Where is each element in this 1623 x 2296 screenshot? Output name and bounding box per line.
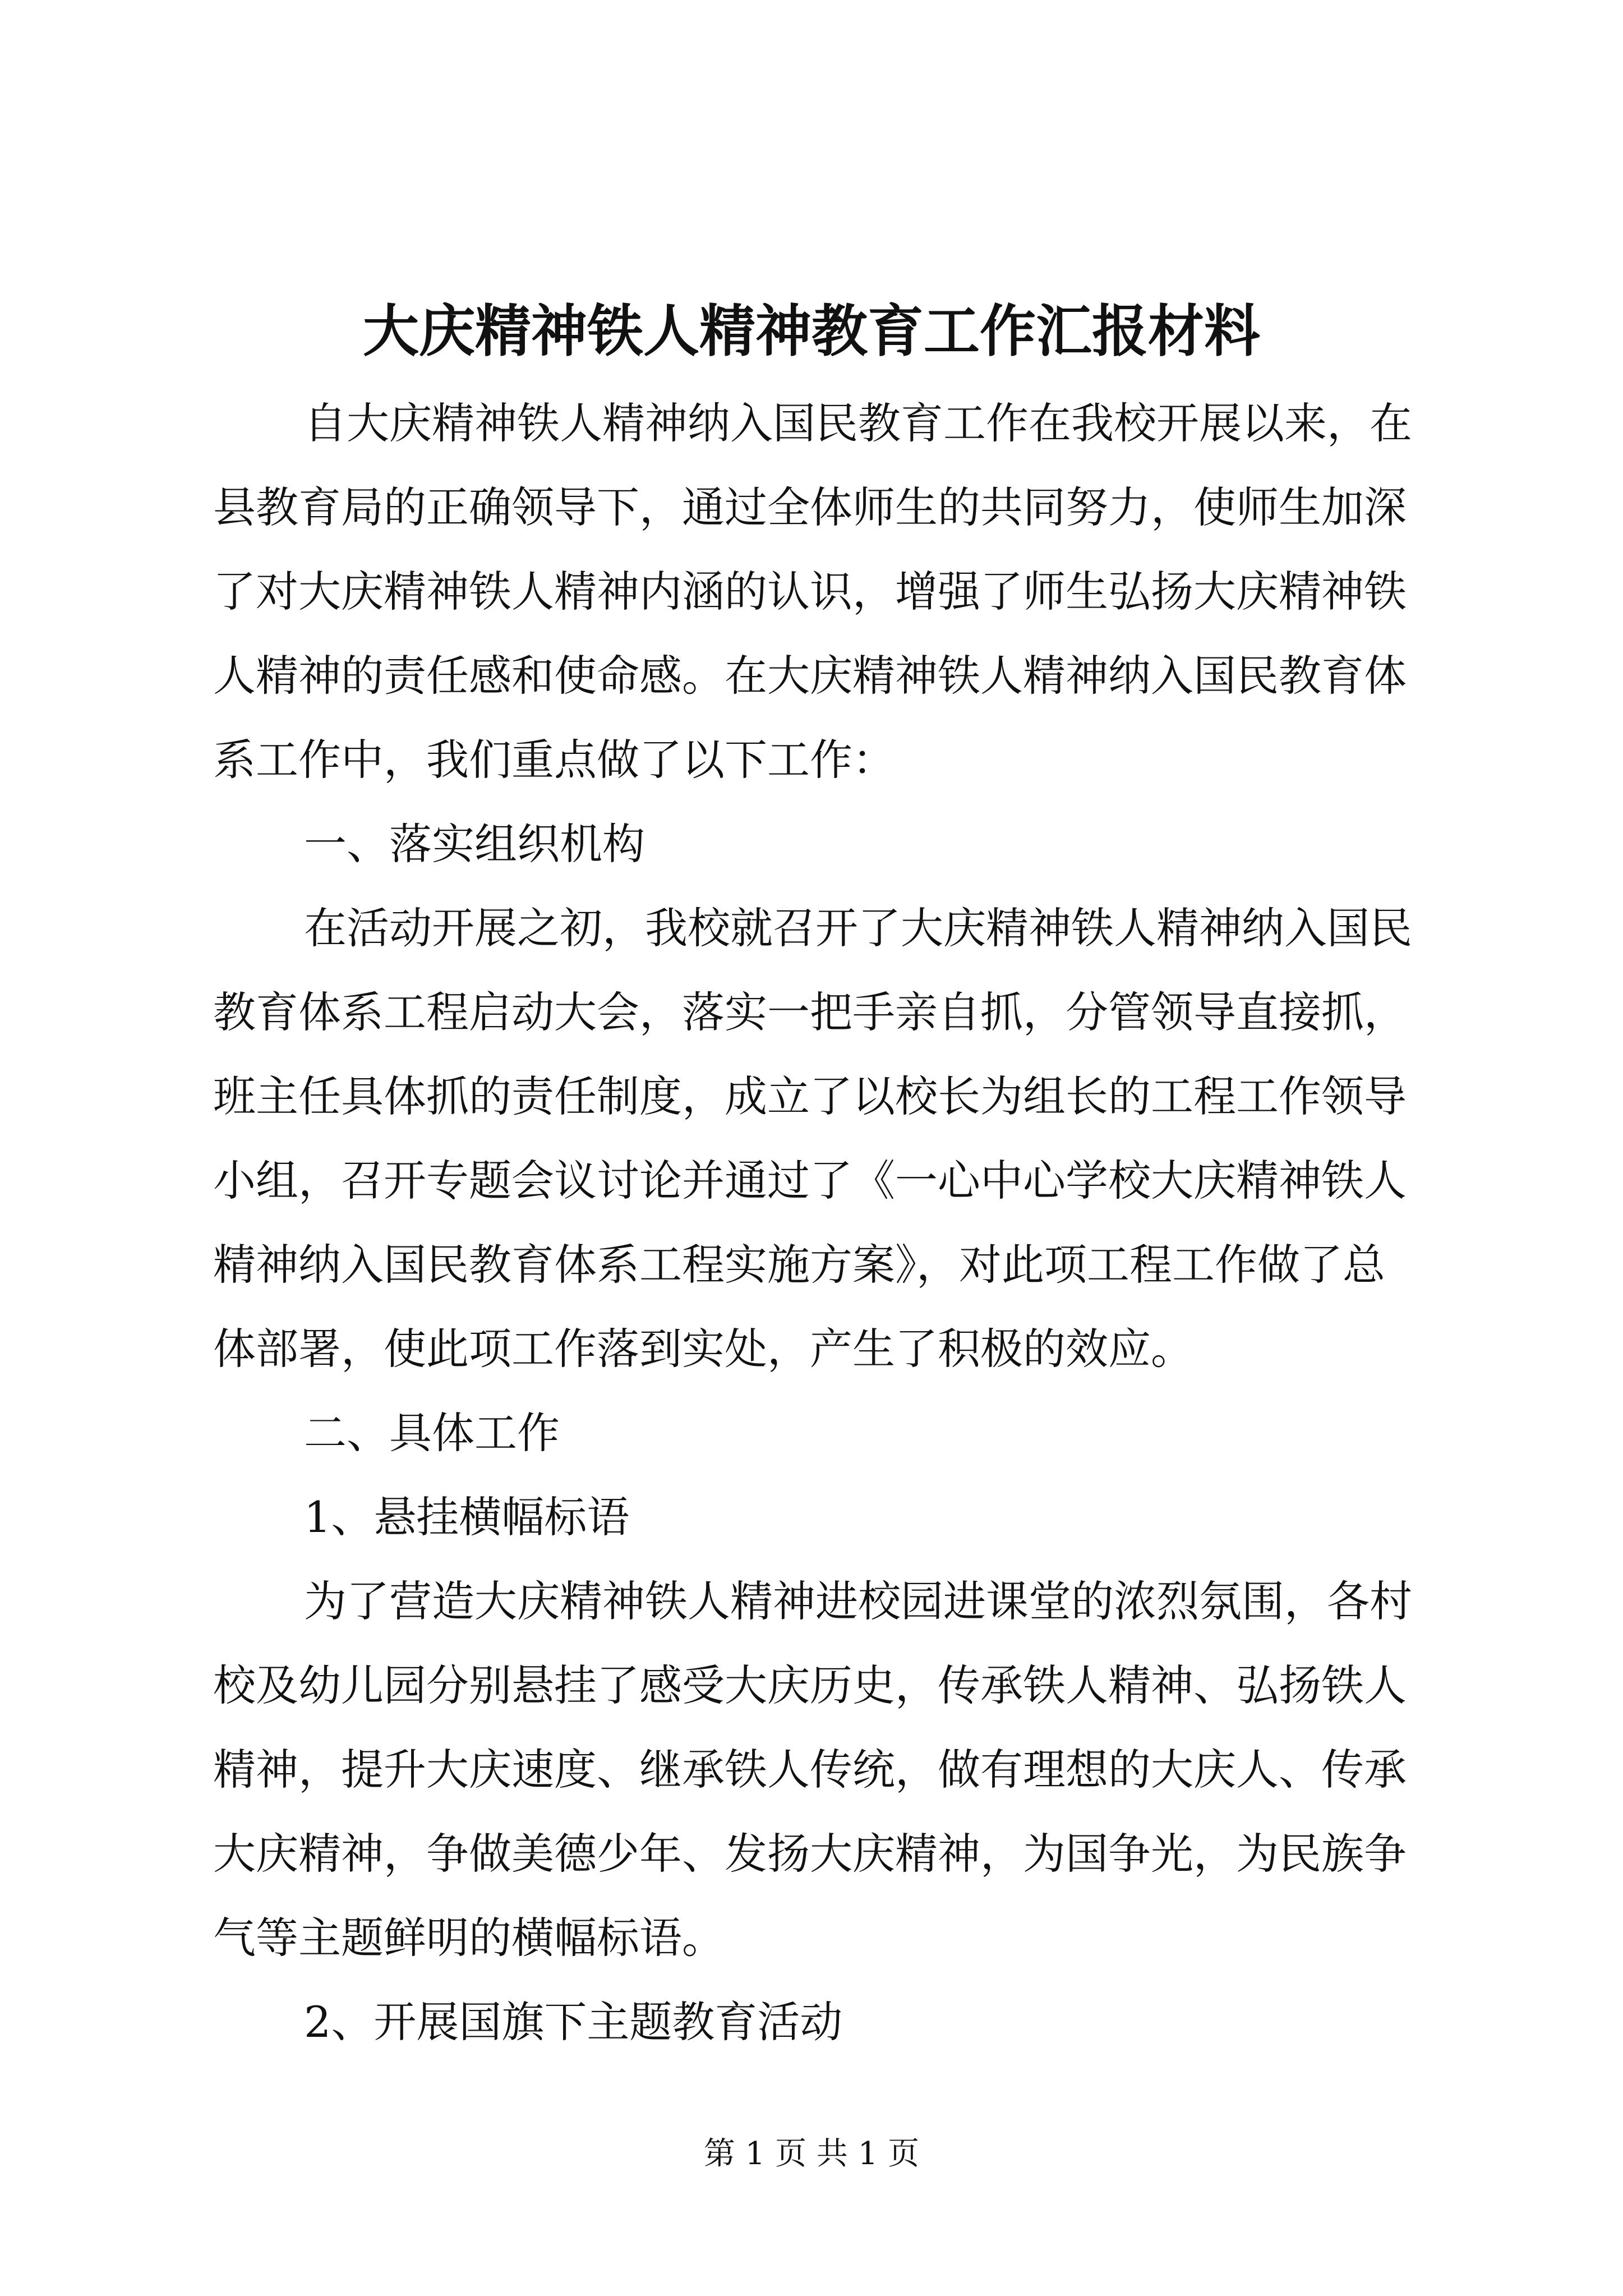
paragraph-2-line-3: 班主任具体抓的责任制度，成立了以校长为组长的工程工作领导 xyxy=(213,1071,1407,1121)
paragraph-2-line-1: 在活动开展之初，我校就召开了大庆精神铁人精神纳入国民 xyxy=(304,903,1412,953)
subsection-heading-2: 2、开展国旗下主题教育活动 xyxy=(304,1997,843,2047)
paragraph-1-line-4: 人精神的责任感和使命感。在大庆精神铁人精神纳入国民教育体 xyxy=(213,651,1407,701)
paragraph-2-line-5: 精神纳入国民教育体系工程实施方案》，对此项工程工作做了总 xyxy=(213,1240,1385,1290)
paragraph-2-line-6: 体部署，使此项工作落到实处，产生了积极的效应。 xyxy=(213,1324,1193,1374)
paragraph-2-line-4: 小组，召开专题会议讨论并通过了《一心中心学校大庆精神铁人 xyxy=(213,1156,1407,1205)
paragraph-3-line-1: 为了营造大庆精神铁人精神进校园进课堂的浓烈氛围，各村 xyxy=(304,1576,1412,1626)
paragraph-1-line-2: 县教育局的正确领导下，通过全体师生的共同努力，使师生加深 xyxy=(213,482,1407,532)
subsection-heading-1: 1、悬挂横幅标语 xyxy=(304,1492,630,1542)
section-heading-1: 一、落实组织机构 xyxy=(304,819,645,869)
paragraph-1-line-5: 系工作中，我们重点做了以下工作： xyxy=(213,735,895,785)
paragraph-1-line-1: 自大庆精神铁人精神纳入国民教育工作在我校开展以来，在 xyxy=(304,398,1412,448)
paragraph-1-line-3: 了对大庆精神铁人精神内涵的认识，增强了师生弘扬大庆精神铁 xyxy=(213,567,1407,616)
paragraph-3-line-5: 气等主题鲜明的横幅标语。 xyxy=(213,1913,725,1963)
document-body xyxy=(213,381,1419,2064)
paragraph-3-line-3: 精神，提升大庆速度、继承铁人传统，做有理想的大庆人、传承 xyxy=(213,1745,1407,1795)
page-number: 第 1 页 共 1 页 xyxy=(703,2136,920,2172)
paragraph-3-line-4: 大庆精神，争做美德少年、发扬大庆精神，为国争光，为民族争 xyxy=(213,1829,1407,1879)
paragraph-3-line-2: 校及幼儿园分别悬挂了感受大庆历史，传承铁人精神、弘扬铁人 xyxy=(213,1660,1407,1710)
section-heading-2: 二、具体工作 xyxy=(304,1408,560,1458)
document-title: 大庆精神铁人精神教育工作汇报材料 xyxy=(363,298,1260,364)
paragraph-2-line-2: 教育体系工程启动大会，落实一把手亲自抓，分管领导直接抓， xyxy=(213,987,1407,1037)
